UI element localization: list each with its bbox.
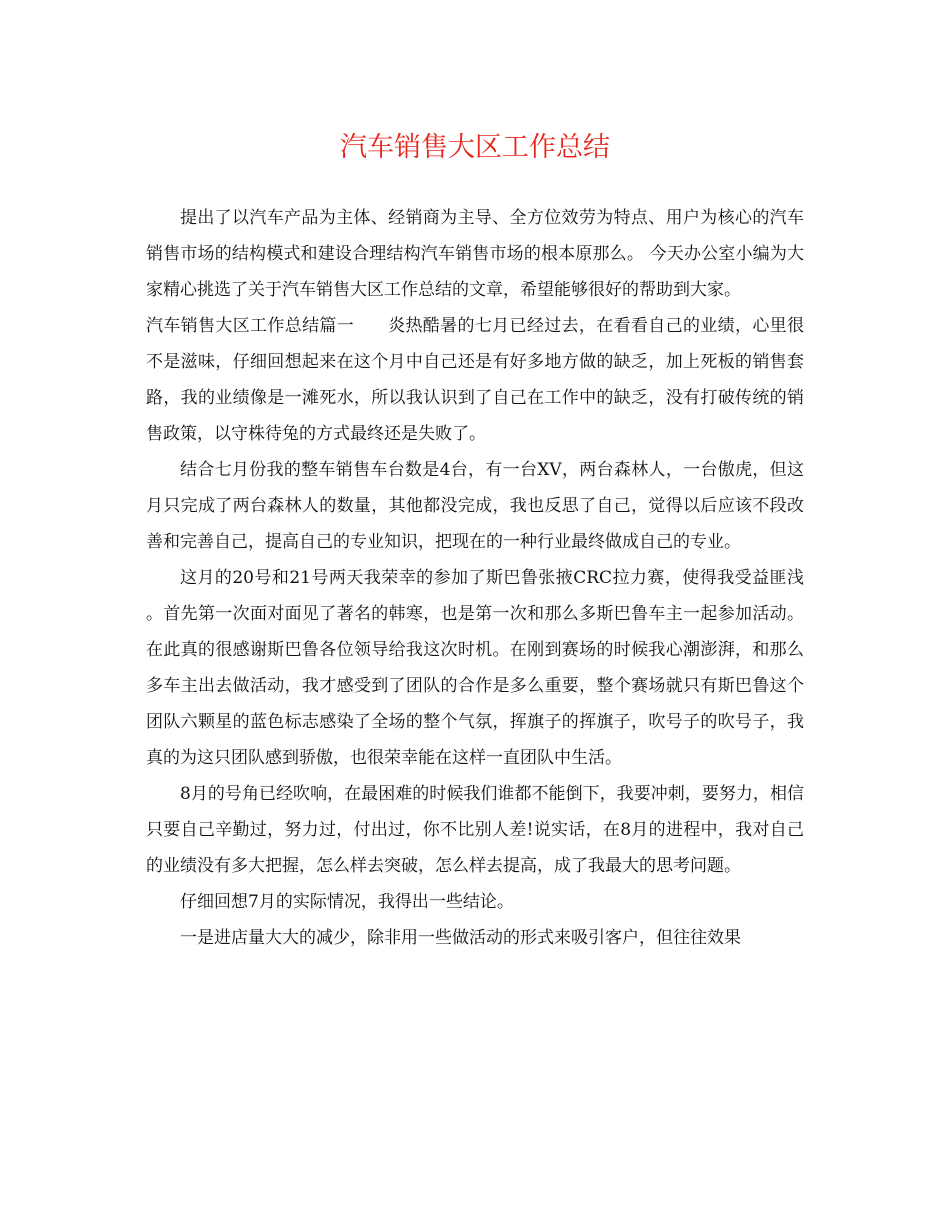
intro-paragraph: 提出了以汽车产品为主体、经销商为主导、全方位效劳为特点、用户为核心的汽车销售市场的结构模式和建设合理结构汽车销售市场的根本原那么。 今天办公室小编为大家精心挑选了关于汽车销售大区工作总结的文章，希望能够很好的帮助到大家。: [146, 208, 804, 300]
section-paragraph: [146, 308, 804, 452]
body-paragraph: 仔细回想7月的实际情况，我得出一些结论。: [180, 892, 514, 912]
body-paragraph: 结合七月份我的整车销售车台数是4台，有一台XV，两台森林人，一台傲虎，但这月只完成了两台森林人的数量，其他都没完成，我也反思了自己，觉得以后应该不段改善和完善自己，提高自己的专业知识，把现在的一种行业最终做成自己的专业。: [146, 460, 804, 552]
document-body: [146, 200, 804, 956]
section-heading: 汽车销售大区工作总结篇一: [146, 316, 355, 336]
section-first-paragraph: 炎热酷暑的七月已经过去，在看看自己的业绩，心里很不是滋味，仔细回想起来在这个月中自己还是有好多地方做的缺乏，加上死板的销售套路，我的业绩像是一滩死水，所以我认识到了自己在工作中的缺乏，没有打破传统的销售政策，以守株待兔的方式最终还是失败了。: [146, 316, 805, 444]
body-paragraph: 8月的号角已经吹响，在最困难的时候我们谁都不能倒下，我要冲刺，要努力，相信只要自己辛勤过，努力过，付出过，你不比别人差!说实话，在8月的进程中，我对自己的业绩没有多大把握，怎么样去突破，怎么样去提高，成了我最大的思考问题。: [146, 784, 804, 876]
document-title: 汽车销售大区工作总结: [340, 132, 610, 163]
body-paragraph: 这月的20号和21号两天我荣幸的参加了斯巴鲁张掖CRC拉力赛，使得我受益匪浅。首先第一次面对面见了著名的韩寒，也是第一次和那么多斯巴鲁车主一起参加活动。在此真的很感谢斯巴鲁各位领导给我这次时机。在刚到赛场的时候我心潮澎湃，和那么多车主出去做活动，我才感受到了团队的合作是多么重要，整个赛场就只有斯巴鲁这个团队六颗星的蓝色标志感染了全场的整个气氛，挥旗子的挥旗子，吹号子的吹号子，我真的为这只团队感到骄傲，也很荣幸能在这样一直团队中生活。: [146, 568, 804, 768]
body-paragraph: 一是进店量大大的减少，除非用一些做活动的形式来吸引客户，但往往效果: [180, 928, 741, 948]
